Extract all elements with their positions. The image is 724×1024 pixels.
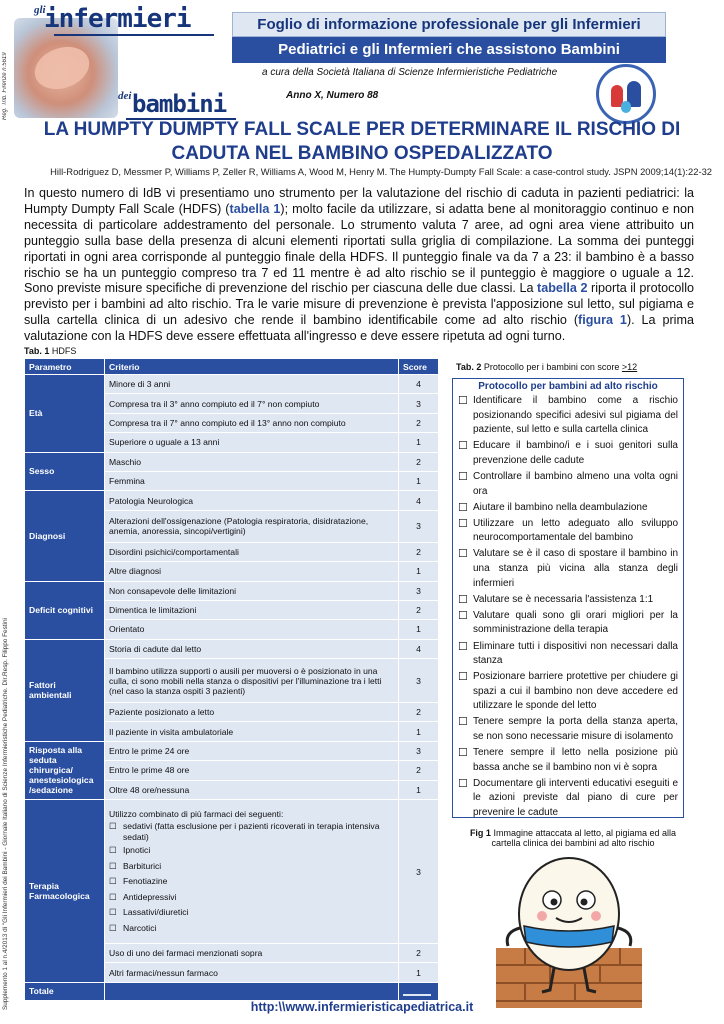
score-cell: 1 xyxy=(399,433,439,452)
score-cell: 4 xyxy=(399,375,439,394)
logo-rule-top xyxy=(54,34,214,36)
param-cell: Fattori ambientali xyxy=(25,639,105,741)
criterion-cell: Altre diagnosi xyxy=(105,562,399,581)
protocol-item: ☐ Tenere sempre il letto nella posizione più bassa anche se il bambino non vi è sopra xyxy=(458,746,678,775)
score-cell: 1 xyxy=(399,562,439,581)
criterion-cell: Non consapevole delle limitazioni xyxy=(105,581,399,600)
criterion-cell: Maschio xyxy=(105,452,399,471)
criterion-cell: Dimentica le limitazioni xyxy=(105,600,399,619)
intro-text-4: ). La prima valutazione con la HDFS deve essere effettuata all'ingresso e deve essere ripetuta ad ogni turno. xyxy=(24,313,694,344)
table-row xyxy=(25,375,439,394)
protocol-item: ☐ Valutare se è il caso di spostare il bambino in una stanza più vicina alla stanza degli infermieri xyxy=(458,547,678,591)
intro-text-2: ); molto facile da utilizzare, si adatta bene al monitoraggio continuo e non necessita di particolare addestramento del personale. Lo strumento valuta 7 aree, ad ogni area viene attribuito un punteggio sulla base della presenza di alcuni elementi riportati sulla griglia di compilazione. La somma dei punteggi riportati in ogni area corrisponde al punteggio finale della HDFS. Il punteggio finale va da 7 a 23: il bambino è a basso rischio se ha un punteggio compreso tra 7 ed 11 mentre è ad alto rischio se il punteggio è maggiore o uguale a 12. Sono previste misure specifiche di prevenzione del rischio per ciascuna delle due classi. La xyxy=(24,201,694,296)
protocol-item: ☐ Documentare gli interventi educativi eseguiti e le azioni previste dal piano di cure per prevenire le cadute xyxy=(458,777,678,821)
param-cell: Diagnosi xyxy=(25,491,105,581)
score-cell: 3 xyxy=(399,394,439,413)
pharma-item: ☐ Ipnotici xyxy=(109,843,394,859)
figure1-caption-label: Fig 1 xyxy=(469,828,491,838)
hdfs-table xyxy=(24,358,439,1001)
intro-text-3: riporta il protocollo previsto per i bambini ad alto rischio. Tra le varie misure di prevenzione è prevista l'apposizione sul letto, sul pigiama e sulla cartella clinica di un adesivo che rende il bambino identificabile come ad alto rischio ( xyxy=(24,281,695,328)
criterion-cell: Uso di uno dei farmaci menzionati sopra xyxy=(105,944,399,963)
protocol-item: ☐ Aiutare il bambino nella deambulazione xyxy=(458,501,678,516)
article-citation: Hill-Rodriguez D, Messmer P, Williams P, Zeller R, Williams A, Wood M, Henry M. The Humpty-Dumpty Fall Scale: a case-control study. JSPN 2009;14(1):22-32 xyxy=(50,166,712,177)
protocol-item: ☐ Identificare il bambino come a rischio posizionando specifici adesivi sul pigiama del paziente, sul letto e sulla cartella clinica xyxy=(458,394,678,438)
header-score: Score xyxy=(399,359,439,375)
issue-number: Anno X, Numero 88 xyxy=(286,90,379,101)
criterion-cell: Minore di 3 anni xyxy=(105,375,399,394)
protocol-item: ☐ Utilizzare un letto adeguato allo sviluppo neurocomportamentale del bambino xyxy=(458,517,678,546)
side-supplement-note: Supplemento 1 al n.4/2013 di "Gli Infermieri dei Bambini - Giornale Italiano di Scienze Infermieristiche Pediatriche. Dir.Resp. Filippo Festini xyxy=(2,618,9,1010)
banner-top: Foglio di informazione professionale per gli Infermieri xyxy=(232,12,666,37)
protocol-list xyxy=(458,394,678,821)
table-row xyxy=(25,639,439,658)
criterion-cell: Compresa tra il 3° anno compiuto ed il 7° non compiuto xyxy=(105,394,399,413)
criterion-cell: Il bambino utilizza supporti o ausili per muoversi o è posizionato in una culla, ci sono mobili nella stanza o dispositivi per l'illuminazione tra i letti (nel caso la stanza ospiti 3 pazienti) xyxy=(105,659,399,703)
param-cell: Risposta alla seduta chirurgica/ anestesiologica /sedazione xyxy=(25,741,105,799)
criterion-cell: Oltre 48 ore/nessuna xyxy=(105,780,399,799)
param-cell: Sesso xyxy=(25,452,105,491)
intro-text-1: In questo numero di IdB vi presentiamo uno strumento per la valutazione del rischio di caduta in pazienti pediatrici: la Humpty Dumpty Fall Scale (HDFS) ( xyxy=(24,186,694,216)
total-blank xyxy=(403,994,431,996)
criterion-cell: Alterazioni dell'ossigenazione (Patologia respiratoria, disidratazione, anemia, anoressia, sincopi/vertigini) xyxy=(105,510,399,542)
pharma-item: ☐ Lassativi/diuretici xyxy=(109,905,394,921)
protocol-item: ☐ Eliminare tutti i dispositivi non necessari dalla stanza xyxy=(458,640,678,669)
pharma-item: ☐ Narcotici xyxy=(109,921,394,937)
score-cell: 3 xyxy=(399,659,439,703)
table-row xyxy=(25,741,439,760)
table-row xyxy=(25,581,439,600)
humpty-dumpty-icon xyxy=(494,856,644,1012)
high-risk-protocol xyxy=(452,378,684,818)
param-cell: Deficit cognitivi xyxy=(25,581,105,639)
protocol-item: ☐ Posizionare barriere protettive per chiudere gi spazi a cui il bambino non deve accedere ed utilizzare le sponde del letto xyxy=(458,670,678,714)
score-cell: 3 xyxy=(399,741,439,760)
table-row xyxy=(25,452,439,471)
pharma-list xyxy=(109,821,394,936)
intro-paragraph xyxy=(24,186,694,345)
score-cell: 3 xyxy=(399,800,439,944)
score-cell: 2 xyxy=(399,600,439,619)
criterion-cell: Paziente posizionato a letto xyxy=(105,703,399,722)
website-link[interactable]: http:\\www.infermieristicapediatrica.it xyxy=(250,1000,474,1014)
criterion-cell: Superiore o uguale a 13 anni xyxy=(105,433,399,452)
criterion-cell: Entro le prime 48 ore xyxy=(105,761,399,780)
logo-gli: gli xyxy=(34,4,46,16)
pharma-item: ☐ Barbiturici xyxy=(109,859,394,875)
score-cell: 2 xyxy=(399,703,439,722)
table1-caption-label: Tab. 1 xyxy=(24,346,50,356)
total-spacer xyxy=(105,982,399,1000)
criterion-cell xyxy=(105,800,399,944)
param-cell: Terapia Farmacologica xyxy=(25,800,105,983)
table1-caption xyxy=(24,346,76,356)
criterion-cell: Compresa tra il 7° anno compiuto ed il 13° anno non compiuto xyxy=(105,413,399,432)
protocol-item: ☐ Valutare quali sono gli orari migliori per la somministrazione della terapia xyxy=(458,609,678,638)
table2-caption xyxy=(456,362,637,372)
score-cell: 2 xyxy=(399,761,439,780)
table2-caption-label: Tab. 2 xyxy=(456,362,482,372)
score-cell: 1 xyxy=(399,963,439,982)
score-cell: 2 xyxy=(399,944,439,963)
score-cell: 2 xyxy=(399,452,439,471)
criterion-cell: Patologia Neurologica xyxy=(105,491,399,510)
publisher-line: a cura della Società Italiana di Scienze Infermieristiche Pediatriche xyxy=(262,67,558,78)
article-title: LA HUMPTY DUMPTY FALL SCALE PER DETERMINARE IL RISCHIO DI CADUTA NEL BAMBINO OSPEDALIZZATO xyxy=(43,119,681,164)
criterion-cell: Altri farmaci/nessun farmaco xyxy=(105,963,399,982)
score-cell: 1 xyxy=(399,780,439,799)
criterion-cell: Disordini psichici/comportamentali xyxy=(105,542,399,561)
table2-caption-text: Protocollo per i bambini con score xyxy=(481,362,622,372)
criterion-cell: Orientato xyxy=(105,620,399,639)
registration-note: Reg. Trib. Firenze n.5619 xyxy=(2,52,8,120)
protocol-item: ☐ Tenere sempre la porta della stanza aperta, se non sono necessarie misure di isolamento xyxy=(458,715,678,744)
banner-bottom: Pediatrici e gli Infermieri che assistono Bambini xyxy=(232,37,666,63)
score-cell: 1 xyxy=(399,471,439,490)
criterion-cell: Il paziente in visita ambulatoriale xyxy=(105,722,399,741)
logo-dei: dei xyxy=(118,90,132,102)
criterion-cell: Entro le prime 24 ore xyxy=(105,741,399,760)
pharma-intro: Utilizzo combinato di più farmaci dei seguenti: xyxy=(109,809,284,820)
score-cell: 4 xyxy=(399,491,439,510)
logo-bambini: bambini xyxy=(132,90,227,118)
figure-child-icon xyxy=(621,101,631,113)
score-cell: 1 xyxy=(399,620,439,639)
table1-caption-text: HDFS xyxy=(49,346,77,356)
header-param: Parametro xyxy=(25,359,105,375)
protocol-item: ☐ Valutare se è necessaria l'assistenza 1:1 xyxy=(458,593,678,608)
protocol-title: Protocollo per bambini ad alto rischio xyxy=(478,381,658,392)
figure1-caption xyxy=(464,828,682,848)
score-cell: 3 xyxy=(399,581,439,600)
protocol-item: ☐ Controllare il bambino almeno una volta ogni ora xyxy=(458,470,678,499)
protocol-item: ☐ Educare il bambino/i e i suoi genitori sulla prevenzione delle cadute xyxy=(458,439,678,468)
table2-caption-threshold: >12 xyxy=(621,362,638,372)
pharma-item: ☐ sedativi (fatta esclusione per i pazienti ricoverati in terapia intensiva sedati) xyxy=(109,821,394,843)
total-row xyxy=(25,982,439,1000)
table-row xyxy=(25,491,439,510)
header-crit: Criterio xyxy=(105,359,399,375)
score-cell: 1 xyxy=(399,722,439,741)
total-label: Totale xyxy=(25,982,105,1000)
table1-header-row xyxy=(25,359,439,375)
pharma-item: ☐ Fenotiazine xyxy=(109,874,394,890)
ref-tabella-1[interactable]: tabella 1 xyxy=(229,201,281,216)
ref-tabella-2[interactable]: tabella 2 xyxy=(537,281,588,296)
journal-logo xyxy=(14,2,227,120)
score-cell: 4 xyxy=(399,639,439,658)
score-cell: 2 xyxy=(399,413,439,432)
society-logo-icon xyxy=(596,64,656,124)
score-cell: 3 xyxy=(399,510,439,542)
pharma-item: ☐ Antidepressivi xyxy=(109,890,394,906)
total-score-cell xyxy=(399,982,439,1000)
table-row xyxy=(25,800,439,944)
param-cell: Età xyxy=(25,375,105,453)
figure1-caption-text: Immagine attaccata al letto, al pigiama ed alla cartella clinica dei bambini ad alto rischio xyxy=(490,828,677,848)
score-cell: 2 xyxy=(399,542,439,561)
criterion-cell: Femmina xyxy=(105,471,399,490)
logo-infermieri: infermieri xyxy=(44,4,191,34)
criterion-cell: Storia di cadute dal letto xyxy=(105,639,399,658)
ref-figura-1[interactable]: figura 1 xyxy=(578,313,627,328)
